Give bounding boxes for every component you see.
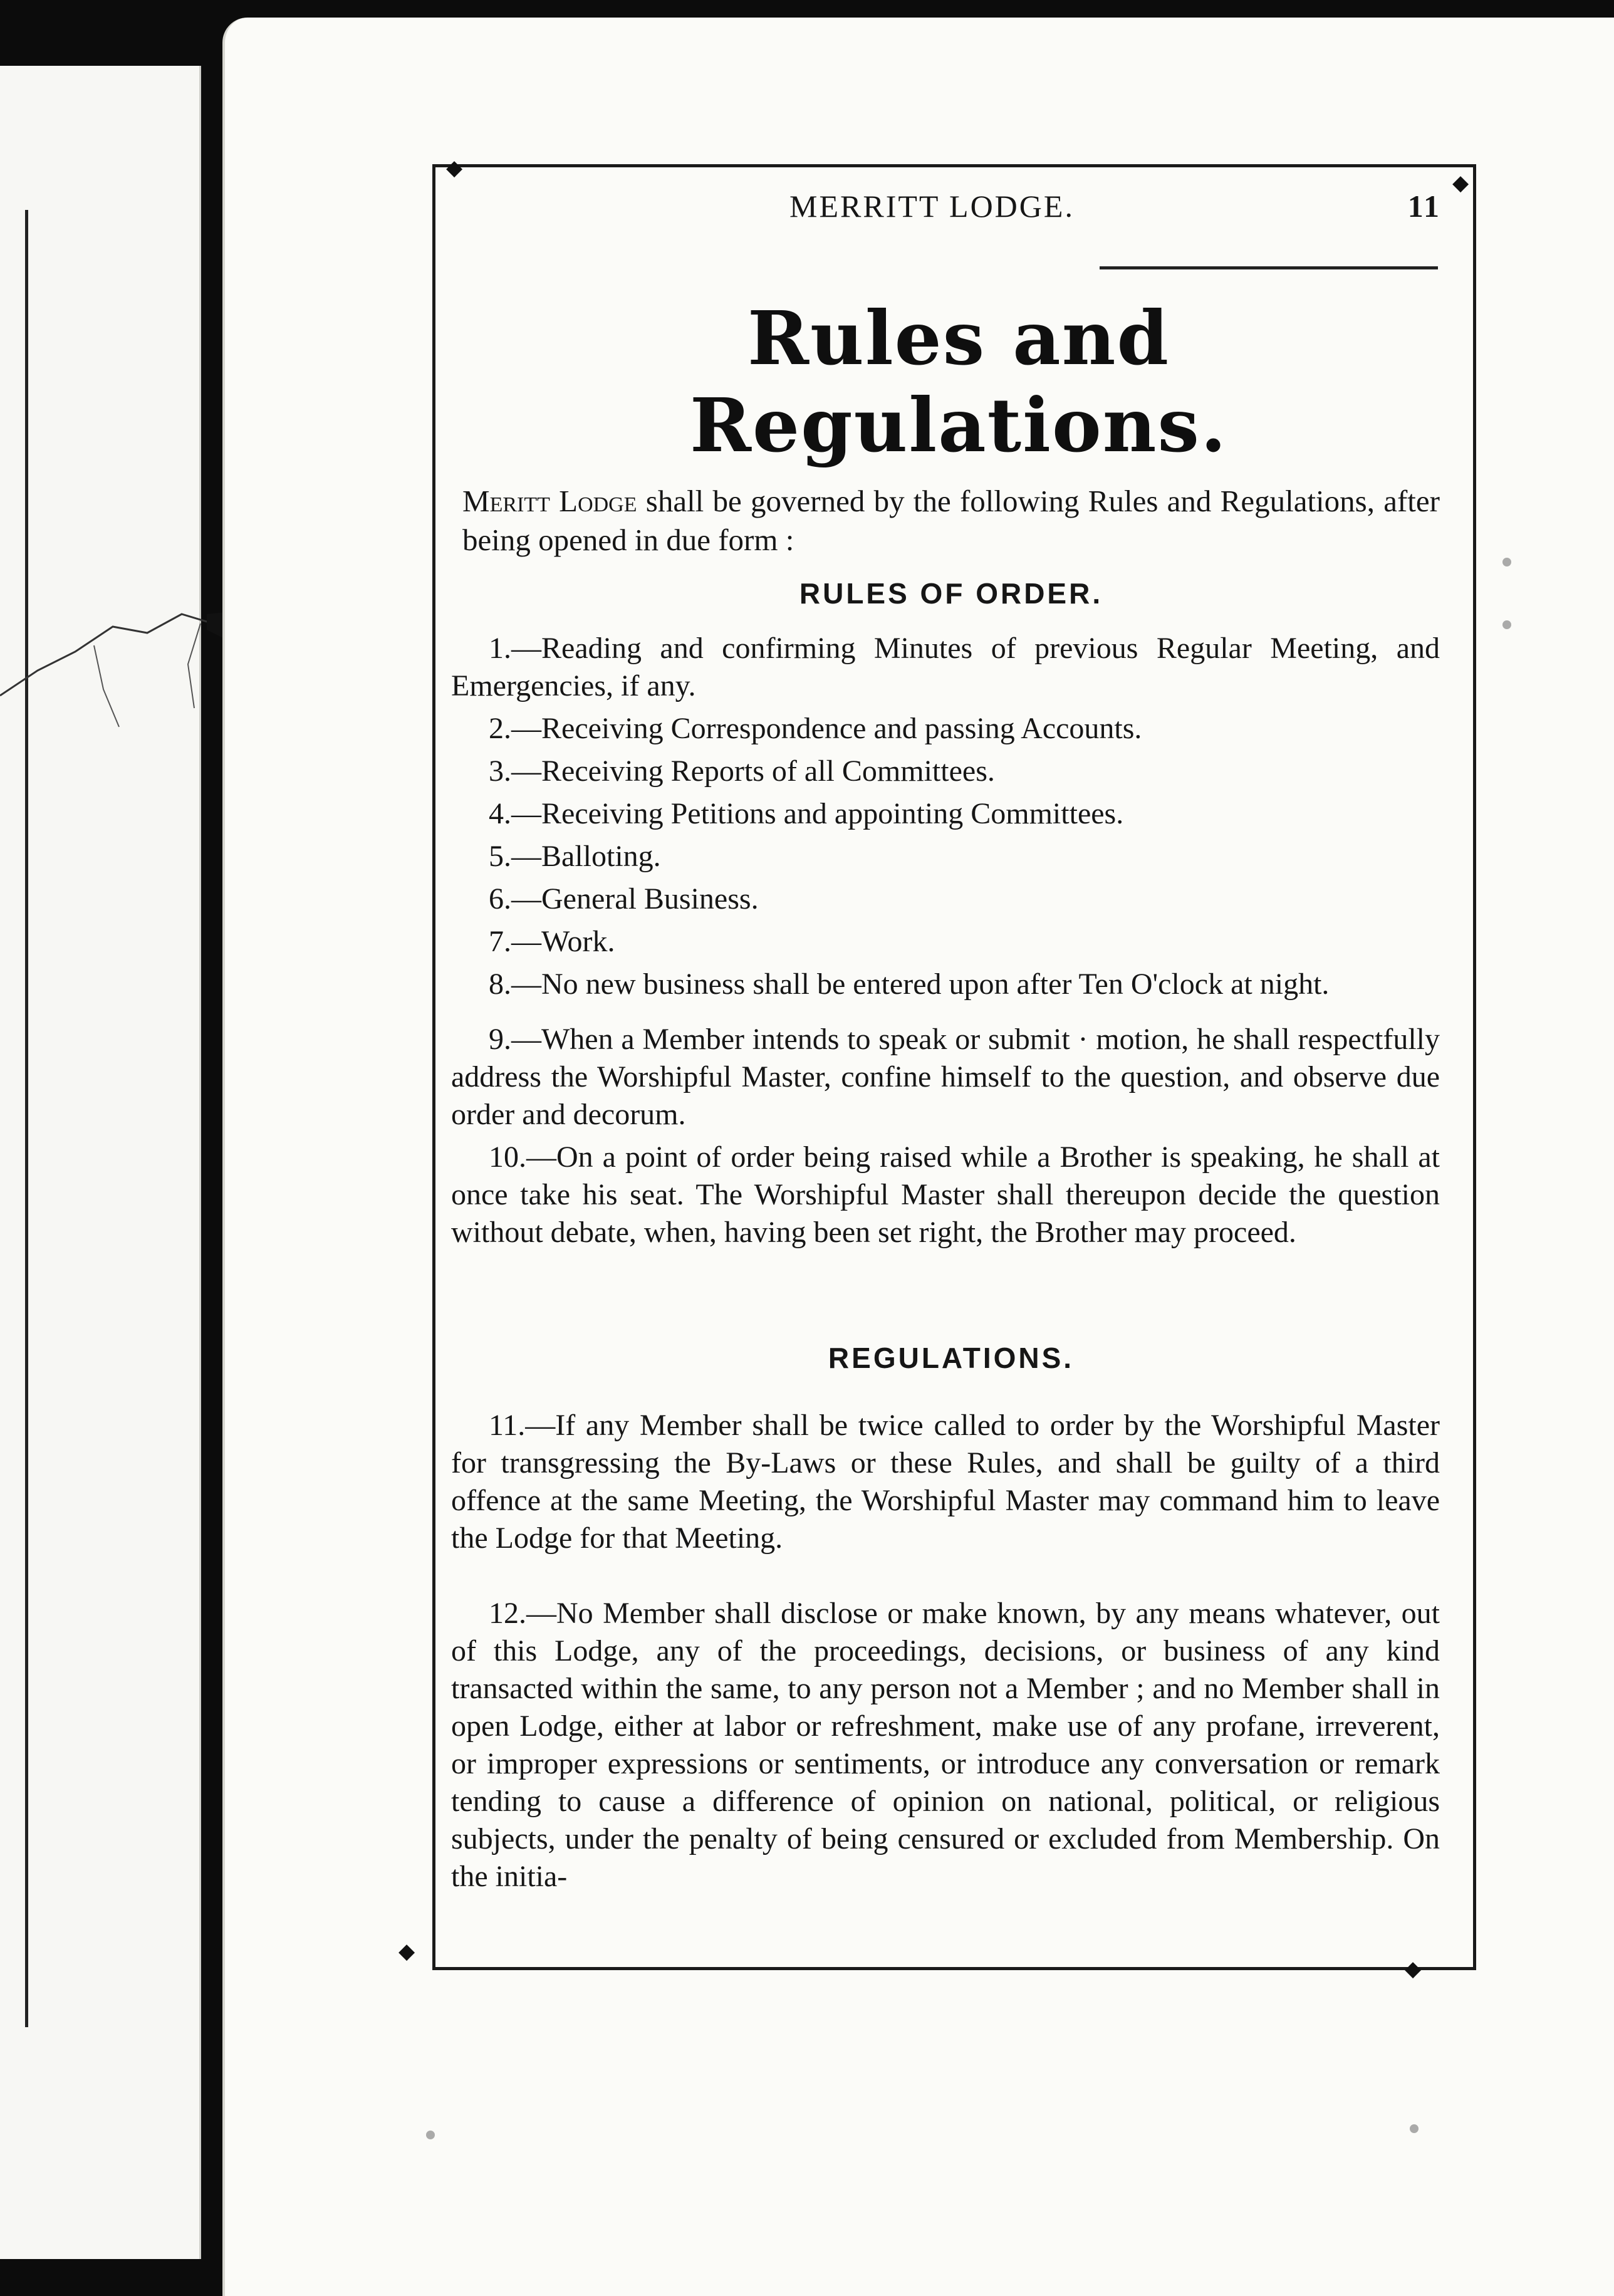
facing-page-edge [0,66,201,2259]
intro-text: shall be governed by the following Rules and Regulations, after being opened in due form : [462,484,1440,557]
list-item: 2.—Receiving Correspondence and passing Accounts. [489,712,1142,745]
intro-paragraph [462,482,1440,560]
running-head-title: MERRITT LODGE. [789,189,1075,224]
list-item: 5.—Balloting. [489,840,661,873]
rules-of-order-list [451,630,1440,1256]
running-head [476,188,1441,244]
rules-of-order-heading: RULES OF ORDER. [799,577,1103,610]
regulations-heading: REGULATIONS. [828,1342,1075,1374]
list-item: 1.—Reading and confirming Minutes of previous Regular Meeting, and Emergencies, if any. [451,632,1440,702]
corner-ornament-top-left: ◆ [446,157,463,180]
list-item: 10.—On a point of order being raised while a Brother is speaking, he shall at once take his seat. The Worshipful Master shall thereupon decide the question without debate, when, having been set right, the Brother may proceed. [451,1140,1440,1249]
regulations-list [451,1407,1440,1896]
header-rule [1100,266,1438,269]
list-item: 6.—General Business. [489,882,759,916]
ink-speck [1410,2124,1419,2133]
intro-lead-rest: ritt Lodge [502,484,637,518]
intro-lead: Me [462,484,503,518]
corner-ornament-bottom-right: ◆ [1405,1958,1422,1981]
list-item: 3.—Receiving Reports of all Committees. [489,754,995,788]
page-number: 11 [1407,189,1441,224]
ink-speck [1502,620,1511,629]
corner-ornament-top-right: ◆ [1452,172,1469,195]
list-item: 11.—If any Member shall be twice called to order by the Worshipful Master for transgressing the By-Laws or these Rules, and shall be guilty of a third offence at the same Meeting, the Worshipful Master may command him to leave the Lodge for that Meeting. [451,1409,1440,1555]
list-item: 4.—Receiving Petitions and appointing Committees. [489,797,1124,830]
page-title: Rules and Regulations. [689,295,1228,469]
facing-page-rule [0,210,28,2027]
ink-speck [426,2131,435,2139]
ink-speck [1502,558,1511,566]
list-item: 12.—No Member shall disclose or make known, by any means whatever, out of this Lodge, any of the proceedings, decisions, or business of any kind transacted within the same, to any person not a Member ; and no Member shall in open Lodge, either at labor or refreshment, make use of any profane, irreverent, or improper expressions or sentiments, or introduce any conversation or remark tending to cause a difference of opinion on national, political, or religious subjects, under the penalty of being censured or excluded from Membership. On the initia- [451,1597,1440,1893]
list-item: 8.—No new business shall be entered upon after Ten O'clock at night. [489,968,1330,1001]
list-item: 7.—Work. [489,925,615,958]
corner-ornament-bottom-left: ◆ [398,1940,415,1963]
list-item: 9.—When a Member intends to speak or submit · motion, he shall respectfully address the Worshipful Master, confine himself to the question, and observe due order and decorum. [451,1023,1440,1131]
